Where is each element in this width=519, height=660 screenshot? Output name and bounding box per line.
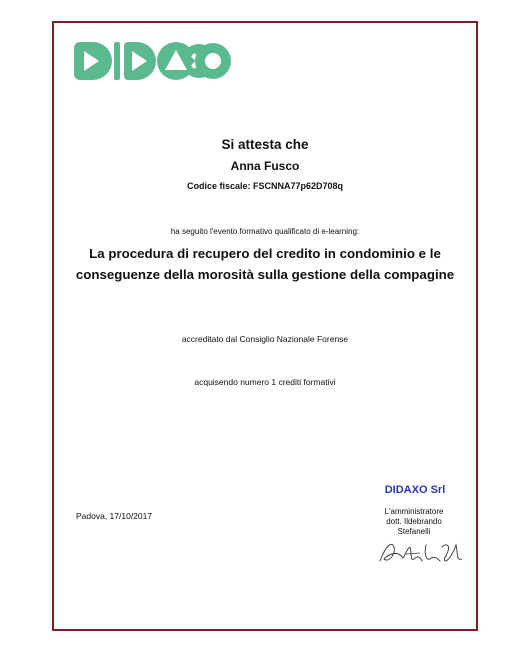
place-date: Padova, 17/10/2017 — [76, 511, 153, 521]
accreditation: accreditato dal Consiglio Nazionale Forense — [181, 334, 349, 344]
admin-name-line2: Stefanelli — [397, 527, 431, 536]
administrator — [366, 507, 462, 537]
course-title-line1: La procedura di recupero del credito in condominio e le — [89, 246, 441, 261]
didaxo-logo-o — [194, 42, 232, 80]
company-name: DIDAXO Srl — [384, 484, 446, 496]
certificate-heading: Si attesta che — [221, 137, 309, 152]
credits: acquisendo numero 1 crediti formativi — [194, 377, 336, 387]
signature — [376, 537, 466, 567]
codice-fiscale: Codice fiscale: FSCNNA77p62D708q — [186, 181, 344, 191]
admin-title: L'amministratore — [384, 507, 444, 516]
recipient-name: Anna Fusco — [230, 159, 300, 173]
event-intro: ha seguito l'evento formativo qualificato di e-learning: — [170, 227, 360, 236]
course-title — [56, 243, 474, 285]
course-title-line2: conseguenze della morosità sulla gestione della compagine — [75, 267, 455, 282]
admin-name-line1: dott. Ildebrando — [386, 517, 442, 526]
